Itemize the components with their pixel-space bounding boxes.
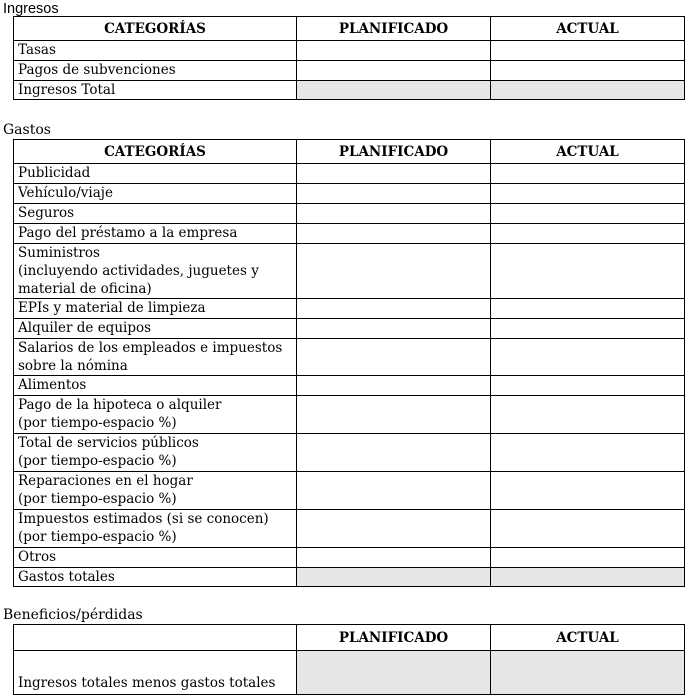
expense-row-label: Reparaciones en el hogar (por tiempo-espacio %): [14, 472, 297, 510]
expense-actual-cell[interactable]: [491, 319, 685, 339]
profit-section-title: Beneficios/pérdidas: [3, 607, 143, 623]
expenses-header-actual: ACTUAL: [491, 140, 685, 164]
table-row: [14, 319, 685, 339]
expense-row-label: Publicidad: [14, 164, 297, 184]
table-row: [14, 434, 685, 472]
profit-row-label: Ingresos totales menos gastos totales: [14, 651, 297, 695]
expenses-total-label: Gastos totales: [14, 568, 297, 587]
expenses-header-row: [14, 140, 685, 164]
expense-row-label: Pago del préstamo a la empresa: [14, 224, 297, 244]
table-row: [14, 548, 685, 568]
expense-planned-cell[interactable]: [297, 548, 491, 568]
expense-actual-cell[interactable]: [491, 299, 685, 319]
expense-planned-cell[interactable]: [297, 184, 491, 204]
table-row: [14, 376, 685, 396]
expense-planned-cell[interactable]: [297, 510, 491, 548]
expense-actual-cell[interactable]: [491, 339, 685, 376]
expense-planned-cell[interactable]: [297, 224, 491, 244]
expense-row-label: EPIs y material de limpieza: [14, 299, 297, 319]
expense-actual-cell[interactable]: [491, 184, 685, 204]
profit-header-row: [14, 625, 685, 651]
income-total-actual: [491, 81, 685, 100]
income-total-planned: [297, 81, 491, 100]
expense-actual-cell[interactable]: [491, 204, 685, 224]
table-row: [14, 472, 685, 510]
profit-row: [14, 651, 685, 695]
income-total-label: Ingresos Total: [14, 81, 297, 100]
expenses-total-actual: [491, 568, 685, 587]
expense-planned-cell[interactable]: [297, 434, 491, 472]
profit-header-blank: [14, 625, 297, 651]
profit-table: [13, 624, 685, 695]
expense-row-label: Otros: [14, 548, 297, 568]
expense-row-label: Salarios de los empleados e impuestos sobre la nómina: [14, 339, 297, 376]
table-row: [14, 299, 685, 319]
income-header-category: CATEGORÍAS: [14, 17, 297, 41]
expense-planned-cell[interactable]: [297, 244, 491, 299]
expense-actual-cell[interactable]: [491, 244, 685, 299]
income-total-row: [14, 81, 685, 100]
expenses-header-category: CATEGORÍAS: [14, 140, 297, 164]
expense-actual-cell[interactable]: [491, 472, 685, 510]
expense-row-label: Suministros (incluyendo actividades, juguetes y material de oficina): [14, 244, 297, 299]
profit-header-planned: PLANIFICADO: [297, 625, 491, 651]
table-row: [14, 204, 685, 224]
expense-actual-cell[interactable]: [491, 396, 685, 434]
table-row: [14, 164, 685, 184]
expense-planned-cell[interactable]: [297, 396, 491, 434]
expense-actual-cell[interactable]: [491, 548, 685, 568]
expense-row-label: Seguros: [14, 204, 297, 224]
income-section-title: Ingresos: [3, 1, 59, 17]
expense-planned-cell[interactable]: [297, 204, 491, 224]
expenses-header-planned: PLANIFICADO: [297, 140, 491, 164]
income-header-actual: ACTUAL: [491, 17, 685, 41]
table-row: [14, 396, 685, 434]
expense-planned-cell[interactable]: [297, 164, 491, 184]
expense-actual-cell[interactable]: [491, 164, 685, 184]
income-row-label: Pagos de subvenciones: [14, 61, 297, 81]
expense-row-label: Alimentos: [14, 376, 297, 396]
expense-planned-cell[interactable]: [297, 472, 491, 510]
expense-actual-cell[interactable]: [491, 510, 685, 548]
table-row: [14, 224, 685, 244]
expense-row-label: Alquiler de equipos: [14, 319, 297, 339]
income-header-planned: PLANIFICADO: [297, 17, 491, 41]
expense-actual-cell[interactable]: [491, 224, 685, 244]
income-table: [13, 16, 685, 100]
table-row: [14, 41, 685, 61]
expense-planned-cell[interactable]: [297, 339, 491, 376]
expense-row-label: Vehículo/viaje: [14, 184, 297, 204]
expense-row-label: Pago de la hipoteca o alquiler (por tiempo-espacio %): [14, 396, 297, 434]
table-row: [14, 339, 685, 376]
expense-planned-cell[interactable]: [297, 376, 491, 396]
expenses-table: [13, 139, 685, 587]
profit-actual-cell: [491, 651, 685, 695]
table-row: [14, 244, 685, 299]
profit-planned-cell: [297, 651, 491, 695]
expenses-total-row: [14, 568, 685, 587]
expense-actual-cell[interactable]: [491, 376, 685, 396]
expense-actual-cell[interactable]: [491, 434, 685, 472]
income-planned-cell[interactable]: [297, 61, 491, 81]
expenses-section-title: Gastos: [3, 122, 51, 138]
expenses-total-planned: [297, 568, 491, 587]
expense-planned-cell[interactable]: [297, 319, 491, 339]
table-row: [14, 61, 685, 81]
expense-row-label: Impuestos estimados (si se conocen) (por tiempo-espacio %): [14, 510, 297, 548]
expense-row-label: Total de servicios públicos (por tiempo-espacio %): [14, 434, 297, 472]
table-row: [14, 184, 685, 204]
profit-header-actual: ACTUAL: [491, 625, 685, 651]
income-header-row: [14, 17, 685, 41]
expense-planned-cell[interactable]: [297, 299, 491, 319]
table-row: [14, 510, 685, 548]
income-actual-cell[interactable]: [491, 61, 685, 81]
income-planned-cell[interactable]: [297, 41, 491, 61]
income-actual-cell[interactable]: [491, 41, 685, 61]
income-row-label: Tasas: [14, 41, 297, 61]
